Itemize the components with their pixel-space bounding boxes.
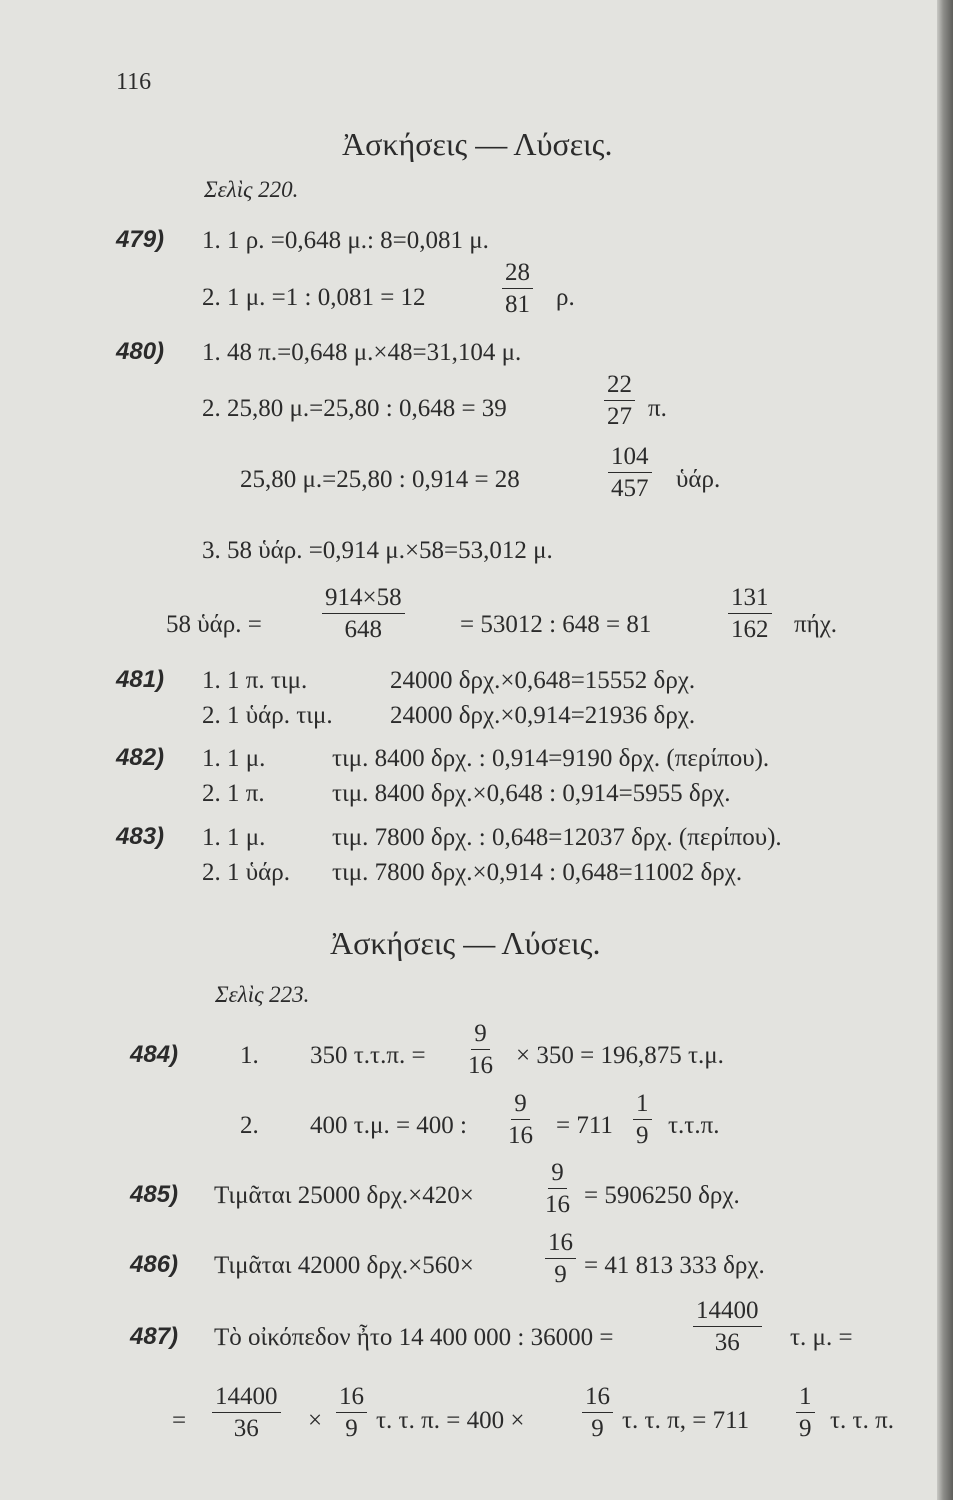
- exercise-number-486: 486): [130, 1251, 179, 1278]
- denominator: 9: [799, 1415, 812, 1442]
- ex481-line-2a: 2. 1 ὑάρ. τιμ.: [202, 702, 333, 729]
- ex484-line-1a: 350 τ.τ.π. =: [310, 1042, 426, 1069]
- ex487-times: ×: [308, 1407, 323, 1434]
- numerator: 28: [502, 260, 533, 289]
- ex484-fraction-2: [508, 1091, 533, 1148]
- ex484-fraction-1: [468, 1021, 493, 1078]
- ex487-text-a: Τὸ οἰκόπεδον ἦτο 14 400 000 : 36000 =: [214, 1324, 614, 1351]
- exercise-number-484: 484): [130, 1041, 179, 1068]
- ex486-fraction: [545, 1230, 576, 1287]
- ex480-fraction-3: [322, 585, 405, 642]
- heading-exercises-solutions: Ἀσκήσεις — Λύσεις.: [342, 126, 613, 162]
- denominator: 9: [591, 1415, 604, 1442]
- ex480-line-2b: π.: [648, 395, 667, 422]
- exercise-number-479: 479): [116, 226, 165, 253]
- ex481-line-2b: 24000 δρχ.×0,914=21936 δρχ.: [390, 702, 696, 729]
- ex487-fraction-5: [796, 1384, 815, 1441]
- ex485-text-b: = 5906250 δρχ.: [584, 1182, 740, 1209]
- denominator: 36: [233, 1415, 259, 1442]
- ex480-fraction-4: [728, 585, 772, 642]
- denominator: 27: [607, 403, 632, 430]
- ex482-line-1a: 1. 1 μ.: [202, 745, 266, 772]
- ex487-fraction-2: [212, 1384, 281, 1441]
- ex481-line-1b: 24000 δρχ.×0,648=15552 δρχ.: [390, 667, 696, 694]
- ex482-line-2b: τιμ. 8400 δρχ.×0,648 : 0,914=5955 δρχ.: [332, 780, 731, 807]
- ex487-line-2-equals: =: [172, 1407, 187, 1434]
- numerator: 131: [728, 585, 772, 614]
- ex483-line-1b: τιμ. 7800 δρχ. : 0,648=12037 δρχ. (περίπου).: [332, 824, 782, 851]
- denominator: 16: [508, 1122, 533, 1149]
- numerator: 1: [633, 1091, 652, 1120]
- denominator: 16: [545, 1191, 570, 1218]
- ex479-fraction: [502, 260, 533, 317]
- ex479-line-2b: ρ.: [556, 284, 575, 311]
- numerator: 914×58: [322, 585, 405, 614]
- ex482-line-2a: 2. 1 π.: [202, 780, 265, 807]
- ex483-line-1a: 1. 1 μ.: [202, 824, 266, 851]
- ex479-line-1: 1. 1 ρ. =0,648 μ.: 8=0,081 μ.: [202, 227, 489, 254]
- ex480-line-1: 1. 48 π.=0,648 μ.×48=31,104 μ.: [202, 339, 522, 366]
- section-page-223: Σελὶς 223.: [215, 982, 310, 1007]
- ex487-fraction-1: [693, 1298, 762, 1355]
- page-number: 116: [116, 69, 152, 95]
- ex487-fraction-3: [336, 1384, 367, 1441]
- exercise-number-482: 482): [116, 744, 165, 771]
- ex484-line-2b: = 711: [556, 1112, 613, 1139]
- ex480-line-5b: = 53012 : 648 = 81: [460, 611, 652, 638]
- ex479-line-2a: 2. 1 μ. =1 : 0,081 = 12: [202, 284, 426, 311]
- ex485-text-a: Τιμᾶται 25000 δρχ.×420×: [214, 1182, 474, 1209]
- ex480-line-3a: 25,80 μ.=25,80 : 0,914 = 28: [240, 466, 520, 493]
- ex483-line-2a: 2. 1 ὑάρ.: [202, 859, 290, 886]
- ex484-line-2-index: 2.: [240, 1112, 259, 1139]
- ex482-line-1b: τιμ. 8400 δρχ. : 0,914=9190 δρχ. (περίπου).: [332, 745, 770, 772]
- denominator: 36: [714, 1329, 740, 1356]
- numerator: 16: [545, 1230, 576, 1259]
- numerator: 14400: [693, 1298, 762, 1327]
- numerator: 16: [582, 1384, 613, 1413]
- page-edge-shadow: [937, 0, 953, 1500]
- ex481-line-1a: 1. 1 π. τιμ.: [202, 667, 308, 694]
- numerator: 1: [796, 1384, 815, 1413]
- ex480-line-5a: 58 ὑάρ. =: [166, 611, 262, 638]
- exercise-number-483: 483): [116, 823, 165, 850]
- heading-exercises-solutions-2: Ἀσκήσεις — Λύσεις.: [330, 925, 601, 961]
- ex487-text-b: τ. μ. =: [790, 1324, 853, 1351]
- ex486-text-b: = 41 813 333 δρχ.: [584, 1252, 765, 1279]
- numerator: 104: [608, 444, 652, 473]
- ex484-line-2a: 400 τ.μ. = 400 :: [310, 1112, 467, 1139]
- ex480-fraction-1: [604, 372, 635, 429]
- ex484-fraction-3: [633, 1091, 652, 1148]
- denominator: 9: [636, 1122, 649, 1149]
- ex480-line-3b: ὑάρ.: [676, 466, 721, 493]
- numerator: 16: [336, 1384, 367, 1413]
- section-page-220: Σελὶς 220.: [204, 177, 299, 202]
- ex487-text-h: τ. τ. π.: [830, 1407, 894, 1434]
- ex487-text-e: τ. τ. π. = 400 ×: [376, 1407, 525, 1434]
- ex485-fraction: [545, 1160, 570, 1217]
- ex480-line-5c: πήχ.: [794, 611, 838, 638]
- denominator: 81: [505, 291, 530, 318]
- ex480-line-2a: 2. 25,80 μ.=25,80 : 0,648 = 39: [202, 395, 507, 422]
- denominator: 162: [731, 616, 769, 643]
- numerator: 9: [471, 1021, 490, 1050]
- ex484-line-1-index: 1.: [240, 1042, 259, 1069]
- denominator: 457: [611, 475, 649, 502]
- numerator: 22: [604, 372, 635, 401]
- exercise-number-481: 481): [116, 666, 165, 693]
- ex484-line-1b: × 350 = 196,875 τ.μ.: [516, 1042, 724, 1069]
- denominator: 9: [345, 1415, 358, 1442]
- ex483-line-2b: τιμ. 7800 δρχ.×0,914 : 0,648=11002 δρχ.: [332, 859, 743, 886]
- ex480-fraction-2: [608, 444, 652, 501]
- exercise-number-487: 487): [130, 1323, 179, 1350]
- denominator: 648: [344, 616, 383, 643]
- exercise-number-485: 485): [130, 1181, 179, 1208]
- numerator: 14400: [212, 1384, 281, 1413]
- ex484-line-2c: τ.τ.π.: [668, 1112, 720, 1139]
- ex487-fraction-4: [582, 1384, 613, 1441]
- numerator: 9: [548, 1160, 567, 1189]
- denominator: 16: [468, 1052, 493, 1079]
- numerator: 9: [511, 1091, 530, 1120]
- denominator: 9: [554, 1261, 567, 1288]
- exercise-number-480: 480): [116, 338, 165, 365]
- ex487-text-g: τ. τ. π, = 711: [622, 1407, 750, 1434]
- ex486-text-a: Τιμᾶται 42000 δρχ.×560×: [214, 1252, 474, 1279]
- ex480-line-4: 3. 58 ὑάρ. =0,914 μ.×58=53,012 μ.: [202, 537, 553, 564]
